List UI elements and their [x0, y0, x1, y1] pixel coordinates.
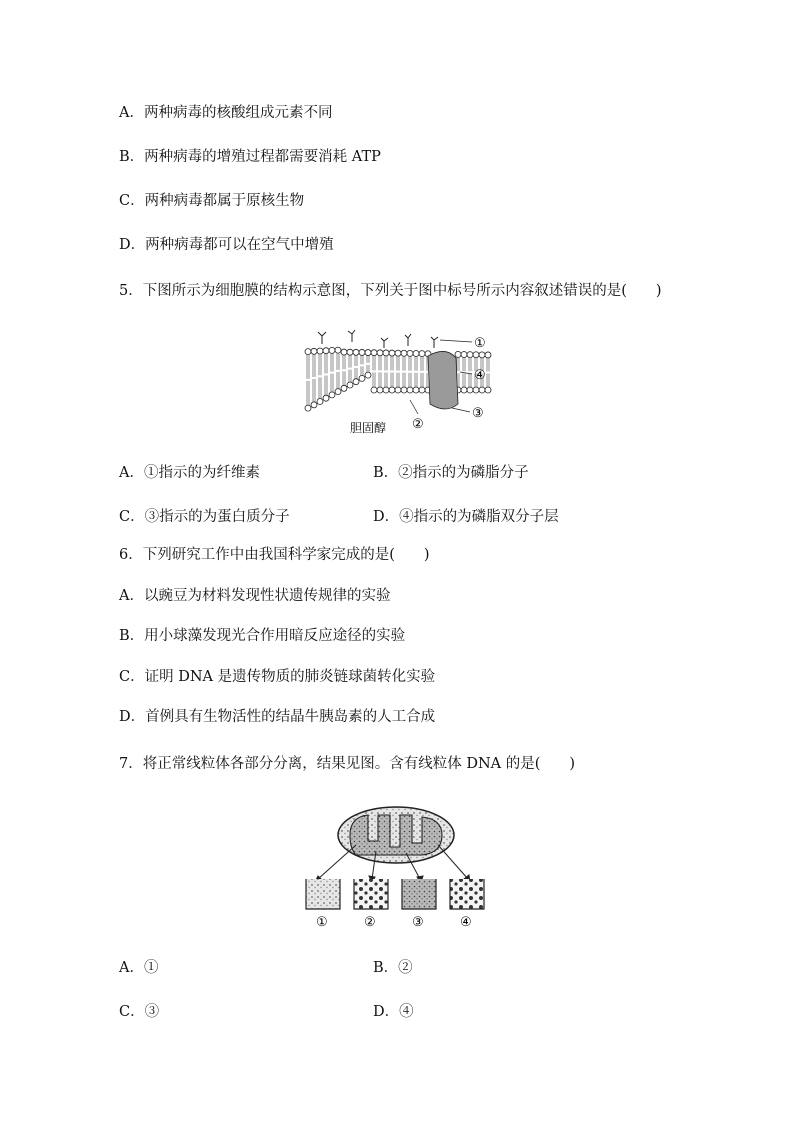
phospholipid-head	[353, 379, 359, 385]
phospholipid-head	[401, 350, 407, 356]
phospholipid-head	[383, 350, 389, 356]
phospholipid-head	[371, 350, 377, 356]
phospholipid-head	[401, 387, 407, 393]
tube-4	[450, 879, 484, 909]
marker-4: ④	[474, 368, 486, 383]
q7-option-c: C．③	[119, 1004, 160, 1020]
phospholipid-head	[365, 372, 371, 378]
phospholipid-head	[479, 352, 485, 358]
q6-option-d: D．首例具有生物活性的结晶牛胰岛素的人工合成	[119, 709, 436, 725]
phospholipid-head	[473, 352, 479, 358]
phospholipid-head	[413, 351, 419, 357]
q6-option-c: C．证明 DNA 是遗传物质的肺炎链球菌转化实验	[119, 669, 436, 685]
phospholipid-head	[311, 348, 317, 354]
q6-stem: 6．下列研究工作中由我国科学家完成的是( )	[119, 547, 430, 563]
phospholipid-head	[347, 382, 353, 388]
tube-1-label: ①	[316, 915, 328, 930]
phospholipid-head	[305, 349, 311, 355]
q5-stem: 5．下图所示为细胞膜的结构示意图，下列关于图中标号所示内容叙述错误的是( )	[119, 283, 662, 299]
phospholipid-head	[365, 350, 371, 356]
q7-option-a: A．①	[119, 960, 159, 976]
q7-option-d: D．④	[373, 1004, 414, 1020]
marker-2: ②	[412, 417, 424, 432]
q5-option-b: B．②指示的为磷脂分子	[373, 465, 529, 481]
tube-3	[402, 879, 436, 909]
phospholipid-head	[323, 348, 329, 354]
q7-stem: 7．将正常线粒体各部分分离，结果见图。含有线粒体 DNA 的是( )	[119, 756, 576, 772]
phospholipid-head	[341, 385, 347, 391]
phospholipid-head	[305, 405, 311, 411]
q6-option-b: B．用小球藻发现光合作用暗反应途径的实验	[119, 628, 406, 644]
marker-1: ①	[474, 336, 486, 351]
phospholipid-head	[341, 349, 347, 355]
phospholipid-head	[353, 349, 359, 355]
tube-4-label: ④	[460, 915, 472, 930]
phospholipid-head	[413, 387, 419, 393]
tube-2-label: ②	[364, 915, 376, 930]
tube-3-label: ③	[412, 915, 424, 930]
q4-option-a: A．两种病毒的核酸组成元素不同	[119, 105, 333, 121]
phospholipid-head	[377, 387, 383, 393]
phospholipid-head	[407, 350, 413, 356]
phospholipid-head	[377, 350, 383, 356]
q4-option-c: C．两种病毒都属于原核生物	[119, 193, 305, 209]
phospholipid-head	[359, 349, 365, 355]
cholesterol-label: 胆固醇	[350, 421, 387, 435]
q4-option-d: D．两种病毒都可以在空气中增殖	[119, 237, 334, 253]
marker-3: ③	[472, 406, 484, 421]
phospholipid-head	[311, 402, 317, 408]
tube-2	[354, 879, 388, 909]
phospholipid-head	[347, 349, 353, 355]
phospholipid-head	[329, 392, 335, 398]
q4-option-b: B．两种病毒的增殖过程都需要消耗 ATP	[119, 149, 381, 165]
q6-option-a: A．以豌豆为材料发现性状遗传规律的实验	[119, 588, 391, 604]
phospholipid-head	[467, 352, 473, 358]
phospholipid-head	[407, 387, 413, 393]
phospholipid-head	[323, 395, 329, 401]
cell-membrane-figure	[300, 328, 500, 436]
phospholipid-head	[335, 389, 341, 395]
phospholipid-head	[389, 387, 395, 393]
phospholipid-head	[455, 351, 461, 357]
phospholipid-head	[395, 350, 401, 356]
phospholipid-head	[359, 375, 365, 381]
q5-option-d: D．④指示的为磷脂双分子层	[373, 509, 559, 525]
membrane-protein	[428, 351, 458, 409]
q5-option-a: A．①指示的为纤维素	[119, 465, 260, 481]
phospholipid-head	[461, 387, 467, 393]
phospholipid-head	[335, 347, 341, 353]
tube-1	[306, 879, 340, 909]
phospholipid-head	[419, 387, 425, 393]
phospholipid-head	[317, 348, 323, 354]
mitochondria-diagram	[298, 805, 494, 930]
phospholipid-head	[383, 387, 389, 393]
glycocalyx	[318, 330, 438, 348]
phospholipid-head	[461, 351, 467, 357]
phospholipid-head	[485, 387, 491, 393]
phospholipid-head	[371, 387, 377, 393]
test-tubes	[306, 879, 484, 909]
phospholipid-head	[395, 387, 401, 393]
mitochondria-figure	[298, 805, 494, 930]
phospholipid-head	[467, 387, 473, 393]
phospholipid-head	[419, 351, 425, 357]
phospholipid-head	[473, 387, 479, 393]
phospholipid-head	[329, 347, 335, 353]
cell-membrane-diagram	[300, 328, 500, 436]
phospholipid-head	[485, 352, 491, 358]
q5-option-c: C．③指示的为蛋白质分子	[119, 509, 290, 525]
phospholipid-head	[479, 387, 485, 393]
phospholipid-head	[389, 350, 395, 356]
phospholipid-head	[317, 399, 323, 405]
q7-option-b: B．②	[373, 960, 413, 976]
